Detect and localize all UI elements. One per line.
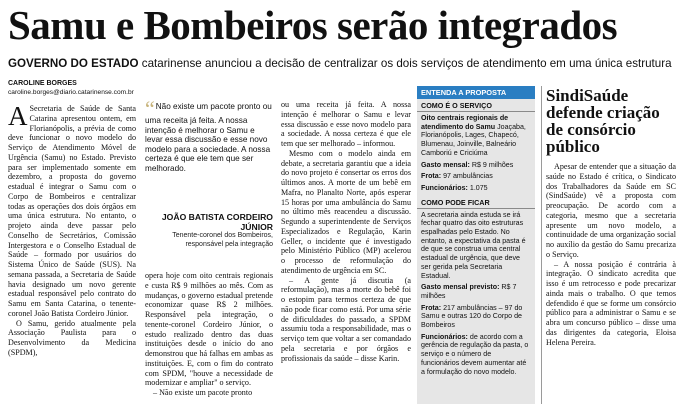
article-paragraph: ou uma receita já feita. A nossa intenção é melhorar o Samu e levar essa discussão e esse novo modelo para a sociedade. A nossa certeza é que ele tem que ser melhorado – informou.: [281, 100, 411, 148]
info-item: [421, 333, 531, 377]
quote-author-role: Tenente-coronel dos Bombeiros, responsável pela integração: [172, 232, 273, 248]
article-paragraph: opera hoje com oito centrais regionais e custa R$ 9 milhões ao mês. Com as mudanças, o governo estadual pretende economizar quase R$ 2 milhões. Responsável pela integração, o tenente-coronel Cordeiro Júnior, o estudo realizado dentro das duas instituições desde o início do ano demonstrou que há falhas em ambas as instituições. E, com o fim do contrato com SPDM, "houve a necessidade de modernizar e ampliar" o serviço.: [145, 271, 273, 388]
subhead-lead: GOVERNO DO ESTADO: [8, 57, 139, 70]
subhead-text: catarinense anunciou a decisão de centralizar os dois serviços de atendimento em uma única estrutura: [138, 57, 672, 70]
info-value: R$ 7 milhões: [421, 283, 517, 300]
sidebar-paragraph: – A nossa posição é contrária à integração. O sindicato acredita que isso é um retrocesso e pode precarizar ainda mais o trabalho. O que temos defendido é que se forme um consórcio público para a administrar o Samu e se abra um concurso público – disse uma das dirigentes da categoria, Eloisa Helena Pereira.: [546, 259, 676, 347]
info-value: Joaçaba, Florianópolis, Lages, Chapecó, Blumenau, Joinville, Balneário Camboriú e Criciúma: [421, 122, 526, 157]
sidebar-title: SindiSaúde defende criação de consórcio público: [546, 86, 660, 156]
info-value: 217 ambulâncias – 97 do Samu e outras 120 do Corpo de Bombeiros: [421, 303, 523, 330]
pull-quote-text: Não existe um pacote pronto ou uma receita já feita. A nossa intenção é melhorar o Samu e levar essa discussão e esse novo modelo para a sociedade. A nossa certeza é que ele tem que ser melhorado.: [145, 102, 272, 173]
info-box-section-future: COMO PODE FICAR: [417, 196, 535, 209]
article-column-3: [281, 100, 411, 404]
info-box-future-body: [417, 211, 535, 377]
headline: Samu e Bombeiros serão integrados: [8, 2, 618, 48]
quote-mark-icon: “: [145, 96, 155, 121]
info-label: Oito centrais regionais de atendimento do Samu: [421, 114, 509, 131]
info-item: [421, 304, 531, 330]
subheadline: [8, 56, 672, 71]
byline: [8, 79, 136, 97]
info-label: Gasto mensal previsto:: [421, 283, 500, 292]
info-item: [421, 172, 531, 181]
info-label: Funcionários:: [421, 183, 468, 192]
article-column-1: [8, 104, 136, 404]
info-item: [421, 283, 531, 300]
paragraph-text: Secretaria de Saúde de Santa Catarina apresentou ontem, em Florianópolis, a prévia de como deve funcionar o novo modelo do Serviço de Atendimento Móvel de Urgência (Samu) no Estado. Previsto para ser implementado somente em dezembro, a proposta do governo estadual é integrar o Samu com o Corpo de Bombeiros e centralizar todas as operações dos dois órgãos em uma única estrutura. No entanto, o projeto ainda deve passar pelo Conselho de Secretários, Comissão Intergestora e o Conselho Estadual de Saúde – formado por usuários do Sistema Único de Saúde (SUS). Na semana passada, a Secretaria de Saúde havia designado um novo gerente estadual responsável pelo contrato do Samu em Santa Catarina, o tenente-coronel João Batista Cordeiro Júnior.: [8, 104, 136, 318]
sidebar-body: [546, 162, 676, 347]
info-item: [421, 114, 531, 158]
info-value: 1.075: [467, 183, 488, 192]
drop-cap: A: [8, 104, 28, 131]
info-item: [421, 161, 531, 170]
quote-author-name: JOÃO BATISTA CORDEIRO JÚNIOR: [161, 212, 273, 232]
article-paragraph: [8, 104, 136, 319]
article-paragraph: – Não existe um pacote pronto: [153, 388, 253, 397]
info-item: A secretaria ainda estuda se irá fechar quatro das oito estruturas espalhadas pelo Estado. No entanto, a expectativa da pasta é de que se construa uma central estadual de urgência, que deve ser gerida pela Secretaria Estadual.: [421, 210, 526, 280]
info-box-section-current: COMO É O SERVIÇO: [417, 99, 535, 112]
author-email[interactable]: caroline.borges@diario.catarinense.com.br: [8, 89, 134, 96]
info-box-title: ENTENDA A PROPOSTA: [417, 86, 535, 99]
pull-quote: [145, 96, 273, 198]
info-box: [417, 86, 535, 404]
pull-quote-attribution: [145, 212, 273, 250]
article-column-2: [145, 271, 273, 404]
info-item: [421, 184, 531, 193]
sidebar-paragraph: Apesar de entender que a situação da saúde no Estado é crítica, o Sindicato dos Trabalhadores da Saúde em SC (SindSaúde) vê a proposta com preocupação. De acordo com a categoria, mesmo que a secretaria apresente um novo modelo, a continuidade de uma organização social no auxílio da gestão do Samu precariza o Serviço.: [546, 162, 676, 259]
sidebar-article: [541, 86, 676, 404]
info-label: Gasto mensal:: [421, 160, 470, 169]
headline-area: [8, 2, 672, 50]
info-label: Frota:: [421, 303, 442, 312]
info-value: de acordo com a gerência de regulação da pasta, o serviço e o número de funcionários devem aumentar até a formulação do novo modelo.: [421, 332, 529, 376]
article-paragraph: O Samu, gerido atualmente pela Associação Paulista para o Desenvolvimento da Medicina (SPDM),: [8, 318, 136, 357]
article-paragraph: Mesmo com o modelo ainda em debate, a secretaria garantiu que a ideia do novo projeto é consertar os erros dos últimos anos. A morte de um bebê em Mafra, no Planalto Norte, após esperar 15 horas por uma ambulância do Samu no último mês reacendeu a discussão. Segundo a superintendente de Serviços Especializados e Regulação, Karin Geller, o incidente que é investigado pelo Ministério Público (MP) acelerou o processo de reformulação do atendimento de urgência em SC.: [281, 148, 411, 275]
info-box-current-body: [417, 114, 535, 193]
info-label: Frota:: [421, 172, 442, 181]
info-value: 97 ambulâncias: [441, 172, 493, 181]
info-value: R$ 9 milhões: [469, 160, 514, 169]
author-name: CAROLINE BORGES: [8, 80, 77, 87]
article-paragraph: – A gente já discutia (a reformulação), mas a morte do bebê foi o estopim para termos certeza de que não pode ficar como está. Por uma série de dificuldades do passado, a SPDM assumiu toda a responsabilidade, mas o serviço tem que voltar a ser comandado pela secretaria e por órgãos e profissionais da saúde – disse Karin.: [281, 275, 411, 363]
info-label: Funcionários:: [421, 332, 468, 341]
